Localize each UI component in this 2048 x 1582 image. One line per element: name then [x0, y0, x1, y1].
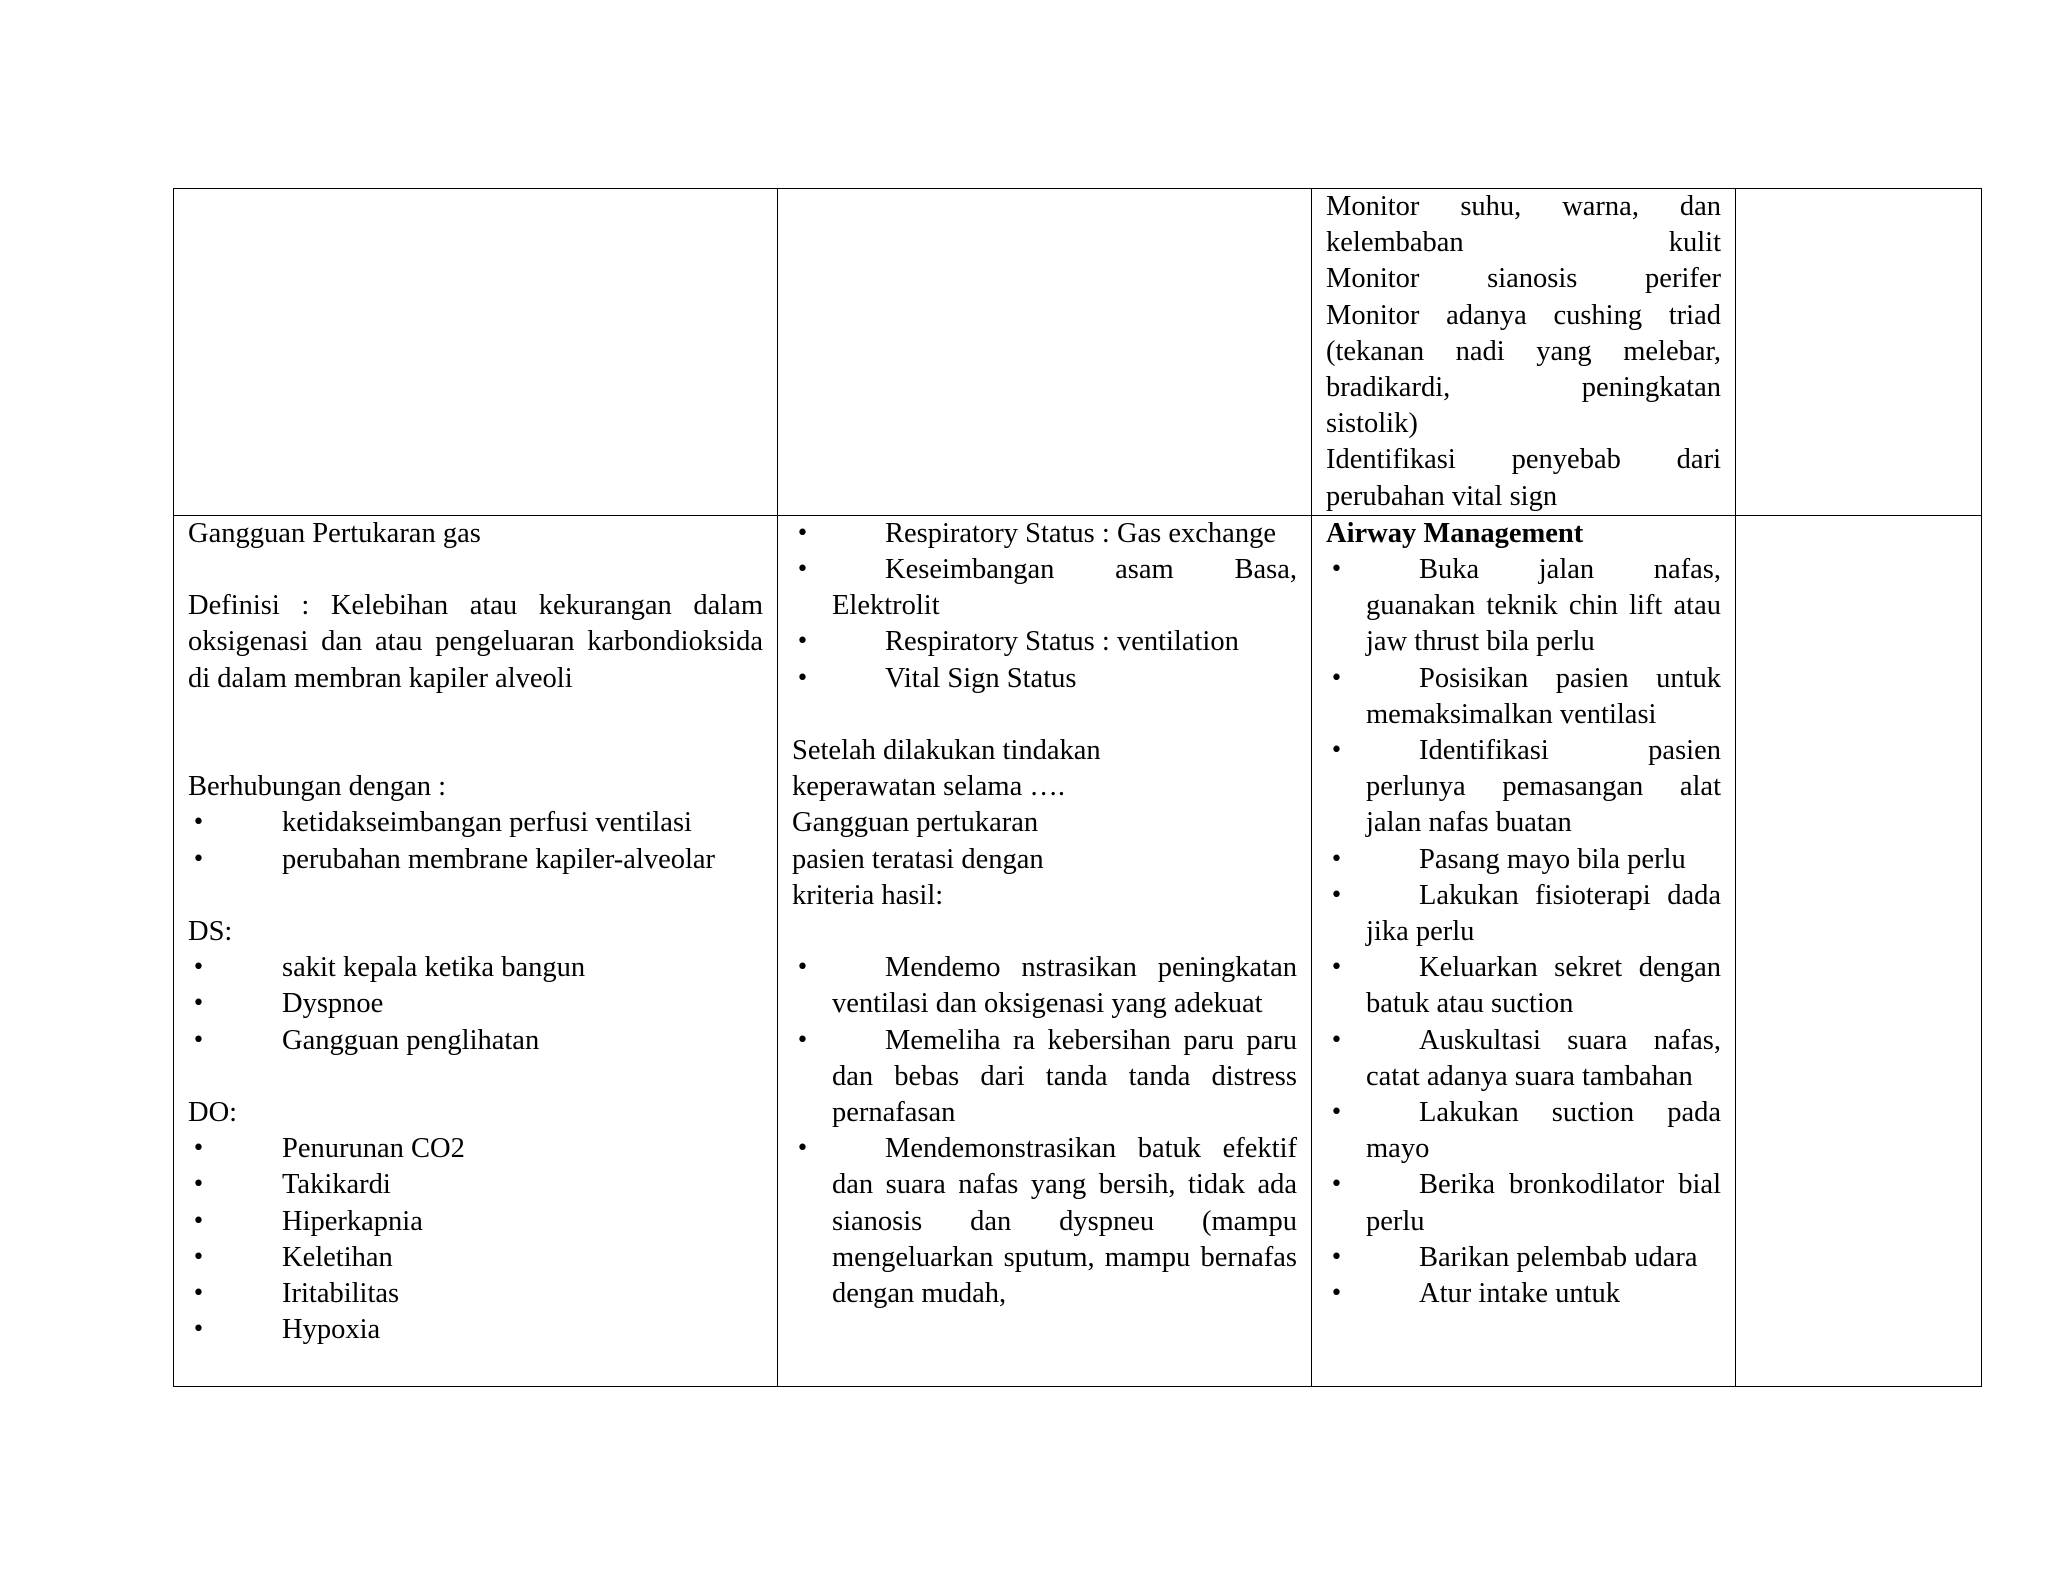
ds-list — [188, 950, 763, 1059]
list-item: • Barikan pelembab udara — [1326, 1240, 1721, 1276]
list-item: • Hypoxia — [188, 1312, 763, 1348]
intervention-heading: Airway Management — [1326, 517, 1584, 549]
cell-r1-c3 — [1312, 189, 1736, 516]
list-item: • Keseimbangan asam Basa, Elektrolit — [792, 552, 1297, 624]
criteria-list — [792, 950, 1297, 1312]
list-item: • Respiratory Status : ventilation — [792, 624, 1297, 660]
diagnosis-definition: Definisi : Kelebihan atau kekurangan dalam oksigenasi dan atau pengeluaran karbondioksida di dalam membran kapiler alveoli — [188, 590, 763, 694]
ds-label: DS: — [188, 916, 233, 948]
cell-diagnosis — [174, 515, 778, 1386]
r1c3-line: sistolik) — [1326, 408, 1418, 440]
r1c3-line: (tekanan nadi yang melebar, — [1326, 335, 1721, 367]
list-item: • Keluarkan sekret dengan batuk atau suction — [1326, 950, 1721, 1022]
cell-r1-c2 — [778, 189, 1312, 516]
intro-line: pasien teratasi dengan — [792, 843, 1044, 875]
list-item: • ketidakseimbangan perfusi ventilasi — [188, 805, 763, 841]
intro-line: keperawatan selama …. — [792, 771, 1065, 803]
intro-line: kriteria hasil: — [792, 879, 944, 911]
list-item: • Atur intake untuk — [1326, 1276, 1721, 1312]
list-item: • Identifikasi pasien perlunya pemasangan alat jalan nafas buatan — [1326, 733, 1721, 842]
r1c3-line: perubahan vital sign — [1326, 480, 1558, 512]
related-label: Berhubungan dengan : — [188, 771, 447, 803]
list-item: • Keletihan — [188, 1240, 763, 1276]
do-list — [188, 1131, 763, 1348]
r1c3-line: bradikardi, peningkatan — [1326, 372, 1721, 404]
list-item: • Mendemonstrasikan batuk efektif dan suara nafas yang bersih, tidak ada sianosis dan dyspneu (mampu mengeluarkan sputum, mampu bernafas dengan mudah, — [792, 1131, 1297, 1312]
list-item: • Pasang mayo bila perlu — [1326, 842, 1721, 878]
list-item: • Memeliha ra kebersihan paru paru dan bebas dari tanda tanda distress pernafasan — [792, 1023, 1297, 1132]
list-item: • Buka jalan nafas, guanakan teknik chin lift atau jaw thrust bila perlu — [1326, 552, 1721, 661]
related-list — [188, 805, 763, 877]
r1c3-line: kelembaban kulit — [1326, 227, 1721, 259]
intro-line: Setelah dilakukan tindakan — [792, 735, 1101, 767]
intervention-list — [1326, 552, 1721, 1312]
cell-interventions — [1312, 515, 1736, 1386]
do-label: DO: — [188, 1097, 238, 1129]
list-item: • Gangguan penglihatan — [188, 1023, 763, 1059]
list-item: • Respiratory Status : Gas exchange — [792, 516, 1297, 552]
list-item: • Dyspnoe — [188, 986, 763, 1022]
list-item: • Penurunan CO2 — [188, 1131, 763, 1167]
list-item: • Lakukan suction pada mayo — [1326, 1095, 1721, 1167]
r1c3-line: Monitor adanya cushing triad — [1326, 299, 1721, 331]
noc-list — [792, 516, 1297, 697]
r1c3-line: Monitor sianosis perifer — [1326, 263, 1721, 295]
nursing-care-plan-table — [173, 188, 1982, 1387]
list-item: • Lakukan fisioterapi dada jika perlu — [1326, 878, 1721, 950]
cell-r1-c4 — [1736, 189, 1982, 516]
list-item: • Auskultasi suara nafas, catat adanya suara tambahan — [1326, 1023, 1721, 1095]
list-item: • Posisikan pasien untuk memaksimalkan ventilasi — [1326, 661, 1721, 733]
r1c3-line: Monitor suhu, warna, dan — [1326, 191, 1721, 222]
list-item: • Iritabilitas — [188, 1276, 763, 1312]
cell-r1-c1 — [174, 189, 778, 516]
r1c3-line: Identifikasi penyebab dari — [1326, 444, 1721, 476]
list-item: • Berika bronkodilator bial perlu — [1326, 1167, 1721, 1239]
list-item: • Hiperkapnia — [188, 1204, 763, 1240]
list-item: • sakit kepala ketika bangun — [188, 950, 763, 986]
list-item: • Mendemo nstrasikan peningkatan ventilasi dan oksigenasi yang adekuat — [792, 950, 1297, 1022]
cell-outcomes — [778, 515, 1312, 1386]
table-row — [174, 189, 1982, 516]
list-item: • Takikardi — [188, 1167, 763, 1203]
intro-line: Gangguan pertukaran — [792, 807, 1039, 839]
table-row — [174, 515, 1982, 1386]
list-item: • perubahan membrane kapiler-alveolar — [188, 842, 763, 878]
list-item: • Vital Sign Status — [792, 661, 1297, 697]
diagnosis-title: Gangguan Pertukaran gas — [188, 517, 481, 549]
cell-r2-c4 — [1736, 515, 1982, 1386]
